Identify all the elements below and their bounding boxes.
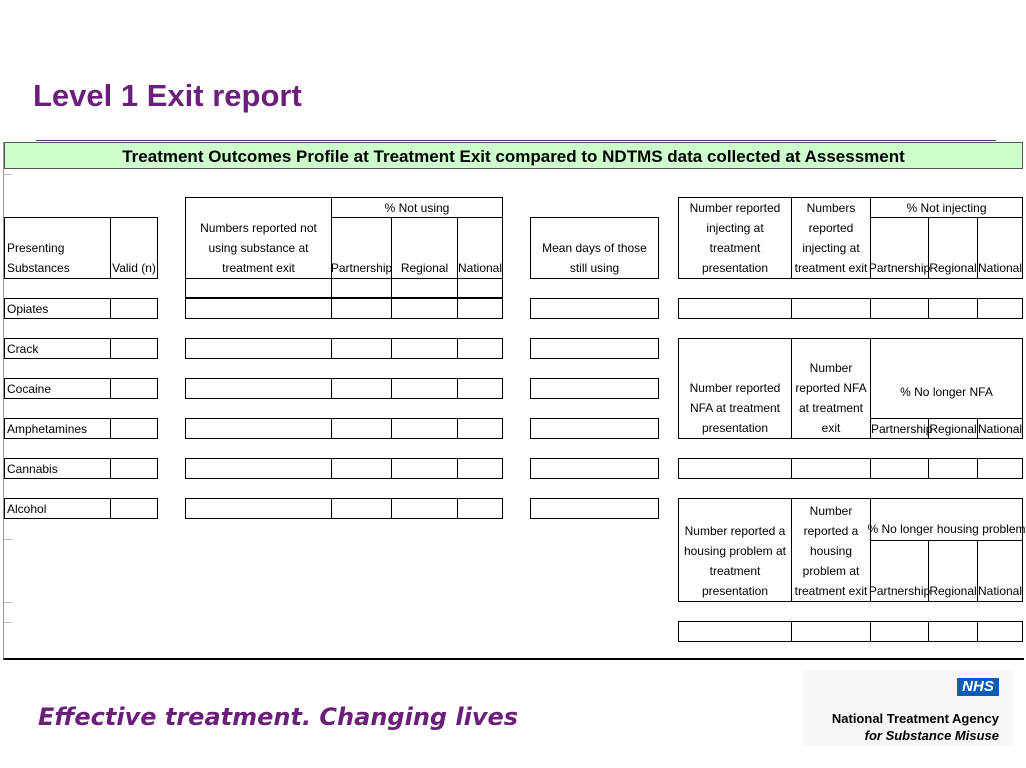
spacer-cell xyxy=(391,278,458,298)
partnership-cell[interactable] xyxy=(331,298,392,319)
numbers-not-using-header: Numbers reported not using substance at treatment exit xyxy=(185,237,332,279)
mean-days-cell[interactable] xyxy=(530,378,659,399)
injecting-exit-header: Numbers reported injecting at treatment exit xyxy=(791,197,871,279)
not-using-cell[interactable] xyxy=(185,458,332,479)
valid-n-cell[interactable] xyxy=(110,498,158,519)
valid-n-header: Valid (n) xyxy=(110,217,158,279)
substance-label: Opiates xyxy=(4,298,111,319)
injecting-presentation-header: Number reported injecting at treatment presentation xyxy=(678,197,792,279)
regional-cell[interactable] xyxy=(391,458,458,479)
nfa-presentation-cell[interactable] xyxy=(678,458,792,479)
mean-days-cell[interactable] xyxy=(530,338,659,359)
nfa-exit-header: Number reported NFA at treatment exit xyxy=(791,338,871,439)
partnership-cell[interactable] xyxy=(331,378,392,399)
substance-label: Crack xyxy=(4,338,111,359)
footer-tagline: Effective treatment. Changing lives xyxy=(38,703,519,731)
substance-label: Alcohol xyxy=(4,498,111,519)
national-header: National xyxy=(457,217,503,279)
regional-cell[interactable] xyxy=(391,418,458,439)
regional-header: Regional xyxy=(928,540,978,602)
partnership-cell[interactable] xyxy=(870,621,929,642)
row-gridline xyxy=(4,602,12,603)
partnership-cell[interactable] xyxy=(331,338,392,359)
mean-days-cell[interactable] xyxy=(530,418,659,439)
nfa-exit-cell[interactable] xyxy=(791,458,871,479)
presenting-substances-header: Presenting Substances xyxy=(4,217,111,279)
regional-cell[interactable] xyxy=(391,338,458,359)
partnership-cell[interactable] xyxy=(331,458,392,479)
housing-exit-cell[interactable] xyxy=(791,621,871,642)
regional-cell[interactable] xyxy=(928,458,978,479)
regional-header: Regional xyxy=(391,217,458,279)
agency-name-line1: National Treatment Agency xyxy=(831,711,999,726)
pct-no-longer-housing-header: % No longer housing problem xyxy=(870,498,1023,541)
national-cell[interactable] xyxy=(457,498,503,519)
pct-no-longer-nfa-header: % No longer NFA xyxy=(870,338,1023,419)
national-cell[interactable] xyxy=(977,298,1023,319)
table-banner: Treatment Outcomes Profile at Treatment Exit compared to NDTMS data collected at Assessment xyxy=(4,142,1023,169)
row-gridline xyxy=(4,539,12,540)
housing-exit-header: Number reported a housing problem at treatment exit xyxy=(791,498,871,602)
nfa-presentation-header: Number reported NFA at treatment presentation xyxy=(678,338,792,439)
national-cell[interactable] xyxy=(457,338,503,359)
substance-label: Cannabis xyxy=(4,458,111,479)
partnership-header: Partnership xyxy=(870,217,929,279)
pct-not-using-header: % Not using xyxy=(331,197,503,218)
not-using-cell[interactable] xyxy=(185,298,332,319)
title-divider xyxy=(36,140,996,141)
partnership-cell[interactable] xyxy=(870,298,929,319)
regional-cell[interactable] xyxy=(391,378,458,399)
partnership-cell[interactable] xyxy=(331,418,392,439)
regional-cell[interactable] xyxy=(391,498,458,519)
partnership-cell[interactable] xyxy=(870,458,929,479)
national-cell[interactable] xyxy=(977,458,1023,479)
substance-label: Amphetamines xyxy=(4,418,111,439)
regional-cell[interactable] xyxy=(391,298,458,319)
agency-name-line2: for Substance Misuse xyxy=(864,728,999,743)
valid-n-cell[interactable] xyxy=(110,418,158,439)
injecting-presentation-cell[interactable] xyxy=(678,298,792,319)
valid-n-cell[interactable] xyxy=(110,338,158,359)
valid-n-cell[interactable] xyxy=(110,378,158,399)
partnership-header: Partnership xyxy=(331,217,392,279)
national-header: National xyxy=(977,217,1023,279)
pct-not-injecting-header: % Not injecting xyxy=(870,197,1023,218)
spacer-cell xyxy=(185,278,332,298)
national-cell[interactable] xyxy=(457,418,503,439)
national-cell[interactable] xyxy=(457,458,503,479)
national-cell[interactable] xyxy=(977,621,1023,642)
national-cell[interactable] xyxy=(457,378,503,399)
spacer-cell xyxy=(457,278,503,298)
housing-presentation-cell[interactable] xyxy=(678,621,792,642)
valid-n-cell[interactable] xyxy=(110,298,158,319)
regional-header: Regional xyxy=(928,217,978,279)
partnership-header: Partnership xyxy=(870,418,929,439)
spacer-cell xyxy=(331,278,392,298)
injecting-exit-cell[interactable] xyxy=(791,298,871,319)
regional-header: Regional xyxy=(928,418,978,439)
partnership-cell[interactable] xyxy=(331,498,392,519)
substance-label: Cocaine xyxy=(4,378,111,399)
partnership-header: Partnership xyxy=(870,540,929,602)
national-cell[interactable] xyxy=(457,298,503,319)
valid-n-cell[interactable] xyxy=(110,458,158,479)
mean-days-cell[interactable] xyxy=(530,458,659,479)
row-gridline xyxy=(4,174,12,175)
mean-days-cell[interactable] xyxy=(530,498,659,519)
not-using-cell[interactable] xyxy=(185,378,332,399)
row-gridline xyxy=(4,622,12,623)
regional-cell[interactable] xyxy=(928,298,978,319)
nhs-logo: NHS xyxy=(957,678,999,696)
regional-cell[interactable] xyxy=(928,621,978,642)
not-using-cell[interactable] xyxy=(185,418,332,439)
national-header: National xyxy=(977,418,1023,439)
not-using-cell[interactable] xyxy=(185,498,332,519)
national-header: National xyxy=(977,540,1023,602)
mean-days-cell[interactable] xyxy=(530,298,659,319)
slide-title: Level 1 Exit report xyxy=(33,78,302,113)
not-using-cell[interactable] xyxy=(185,338,332,359)
mean-days-header: Mean days of those still using xyxy=(530,217,659,279)
spreadsheet-table xyxy=(3,142,1024,660)
housing-presentation-header: Number reported a housing problem at treatment presentation xyxy=(678,498,792,602)
